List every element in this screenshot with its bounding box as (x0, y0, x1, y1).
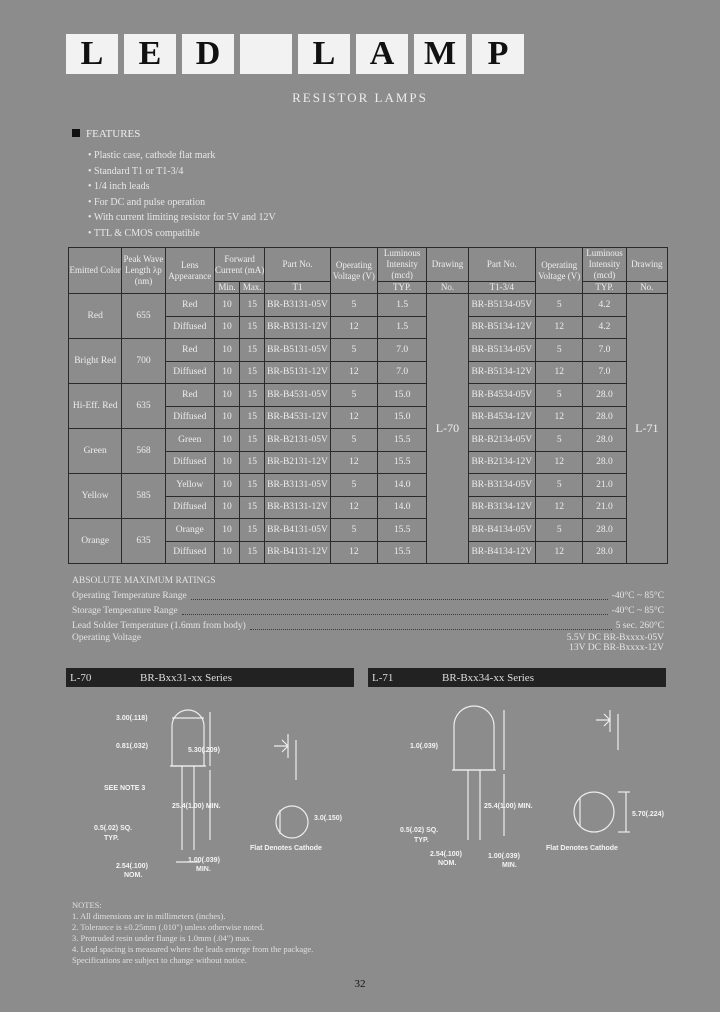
title-letter: A (356, 34, 408, 74)
note-item: 1. All dimensions are in millimeters (inches). (72, 911, 226, 921)
cell-lens: Red (165, 339, 214, 362)
col-typ-1: TYP. (378, 282, 427, 294)
cell-min: 10 (214, 541, 239, 564)
abs-max-label: Storage Temperature Range (72, 605, 178, 616)
col-intensity-1: Luminous Intensity (mcd) (378, 248, 427, 282)
title-letter: P (472, 34, 524, 74)
cell-min: 10 (214, 384, 239, 407)
feature-text: 1/4 inch leads (94, 181, 150, 192)
cell-part-t1: BR-B3131-12V (265, 496, 330, 519)
drawing-t134-lamp (368, 690, 668, 890)
drawing-series-l71: BR-Bxx34-xx Series (442, 671, 534, 684)
abs-max-row (72, 618, 664, 633)
feature-text: With current limiting resistor for 5V and 12V (93, 212, 276, 223)
col-forward-current: Forward Current (mA) (214, 248, 264, 282)
leader-dots (191, 591, 608, 600)
cell-wave: 585 (122, 474, 165, 519)
cell-intensity-t1: 14.0 (378, 496, 427, 519)
col-part-no-t1: Part No. (265, 248, 330, 282)
cell-color: Orange (69, 519, 122, 564)
cathode-flat-view-t1 (276, 806, 308, 838)
col-min: Min. (214, 282, 239, 294)
cell-voltage-t1: 5 (330, 474, 377, 497)
feature-item: • Standard T1 or T1-3/4 (88, 165, 184, 177)
cell-lens: Diffused (165, 451, 214, 474)
cell-min: 10 (214, 474, 239, 497)
abs-max-label: Lead Solder Temperature (1.6mm from body) (72, 620, 246, 631)
cell-max: 15 (240, 361, 265, 384)
leader-dots (250, 621, 612, 630)
table-row (69, 294, 668, 317)
table-row (69, 339, 668, 362)
cell-max: 15 (240, 451, 265, 474)
dim-label: 25.4(1.00) MIN. (484, 803, 533, 810)
col-drawing-1: Drawing (427, 248, 468, 282)
cell-part-t1: BR-B5131-05V (265, 339, 330, 362)
features-heading: FEATURES (72, 128, 140, 140)
cell-intensity-t1: 1.5 (378, 294, 427, 317)
op-voltage-values: 5.5V DC BR-Bxxxx-05V 13V DC BR-Bxxxx-12V (566, 633, 664, 653)
cell-min: 10 (214, 294, 239, 317)
note-item: 4. Lead spacing is measured where the leads emerge from the package. (72, 944, 314, 954)
drawing-bar-l70 (66, 668, 354, 687)
feature-text: Plastic case, cathode flat mark (94, 150, 216, 161)
col-t1: T1 (265, 282, 330, 294)
feature-item: • With current limiting resistor for 5V and 12V (88, 212, 276, 223)
dim-label: 1.00(.039) (188, 857, 220, 864)
cell-min: 10 (214, 451, 239, 474)
dim-label: MIN. (502, 862, 517, 869)
cell-max: 15 (240, 294, 265, 317)
cell-part-t1: BR-B2131-12V (265, 451, 330, 474)
col-intensity-2: Luminous Intensity (mcd) (583, 248, 626, 282)
cell-part-t1: BR-B2131-05V (265, 429, 330, 452)
cell-part-t134: BR-B3134-12V (468, 496, 535, 519)
dim-label: SEE NOTE 3 (104, 785, 146, 792)
cell-min: 10 (214, 519, 239, 542)
dim-label: TYP. (104, 835, 119, 842)
bullet-square-icon (72, 129, 80, 137)
abs-max-row (72, 588, 664, 603)
cell-color: Yellow (69, 474, 122, 519)
cell-intensity-t134: 28.0 (583, 384, 626, 407)
table-row (69, 429, 668, 452)
dim-label: 3.0(.150) (314, 815, 343, 822)
col-op-voltage-1: Operating Voltage (V) (330, 248, 377, 294)
cell-voltage-t134: 5 (536, 429, 583, 452)
cell-voltage-t1: 5 (330, 339, 377, 362)
title-letter: M (414, 34, 466, 74)
cell-drawing-t134: L-71 (626, 294, 667, 564)
cell-voltage-t1: 12 (330, 496, 377, 519)
dim-label: Flat Denotes Cathode (250, 845, 322, 852)
cell-voltage-t1: 12 (330, 316, 377, 339)
abs-max-rows (72, 588, 664, 633)
col-op-voltage-2: Operating Voltage (V) (536, 248, 583, 294)
dim-label: 25.4(1.00) MIN. (172, 803, 221, 810)
col-emitted-color: Emitted Color (69, 248, 122, 294)
dim-label: 2.54(.100) (430, 851, 462, 858)
note-item: Specifications are subject to change without notice. (72, 955, 247, 965)
cell-intensity-t134: 4.2 (583, 294, 626, 317)
title-letter: L (298, 34, 350, 74)
drawing-bar-l71 (368, 668, 666, 687)
cell-min: 10 (214, 429, 239, 452)
feature-text: TTL & CMOS compatible (93, 227, 200, 239)
drawing-code-l70: L-70 (70, 671, 92, 684)
cell-color: Hi-Eff. Red (69, 384, 122, 429)
feature-item: • 1/4 inch leads (88, 181, 150, 192)
cell-part-t134: BR-B2134-12V (468, 451, 535, 474)
dim-label: 0.5(.02) SQ. (400, 827, 439, 834)
dim-label: 5.30(.209) (188, 747, 220, 754)
cell-voltage-t1: 12 (330, 361, 377, 384)
table-row (69, 519, 668, 542)
drawing-t1-lamp (64, 690, 352, 890)
cell-intensity-t134: 28.0 (583, 406, 626, 429)
abs-max-value: -40°C ~ 85°C (611, 590, 664, 601)
cell-voltage-t1: 12 (330, 541, 377, 564)
notes (72, 900, 313, 966)
cell-voltage-t134: 12 (536, 541, 583, 564)
cell-part-t1: BR-B4531-05V (265, 384, 330, 407)
table-row (69, 474, 668, 497)
feature-item: • For DC and pulse operation (88, 196, 206, 208)
col-max: Max. (240, 282, 265, 294)
cell-part-t1: BR-B4531-12V (265, 406, 330, 429)
col-drawing-2: Drawing (626, 248, 667, 282)
cell-intensity-t1: 15.5 (378, 541, 427, 564)
cell-color: Green (69, 429, 122, 474)
cell-voltage-t134: 5 (536, 474, 583, 497)
dim-label: 1.0(.039) (410, 743, 439, 750)
cell-intensity-t134: 21.0 (583, 496, 626, 519)
cell-intensity-t1: 1.5 (378, 316, 427, 339)
leader-dots (182, 606, 608, 615)
cell-lens: Red (165, 384, 214, 407)
cell-intensity-t1: 7.0 (378, 339, 427, 362)
cell-part-t134: BR-B5134-12V (468, 361, 535, 384)
cell-lens: Diffused (165, 316, 214, 339)
cell-voltage-t1: 12 (330, 451, 377, 474)
col-lens: Lens Appearance (165, 248, 214, 294)
cell-part-t1: BR-B4131-12V (265, 541, 330, 564)
note-item: 2. Tolerance is ±0.25mm (.010") unless otherwise noted. (72, 922, 265, 932)
cell-intensity-t134: 28.0 (583, 429, 626, 452)
cell-part-t1: BR-B3131-12V (265, 316, 330, 339)
abs-max-row (72, 603, 664, 618)
cell-wave: 568 (122, 429, 165, 474)
cell-part-t134: BR-B4534-12V (468, 406, 535, 429)
cell-max: 15 (240, 474, 265, 497)
cell-part-t134: BR-B4534-05V (468, 384, 535, 407)
cell-intensity-t134: 21.0 (583, 474, 626, 497)
cell-min: 10 (214, 496, 239, 519)
cell-max: 15 (240, 406, 265, 429)
spec-table (68, 247, 668, 564)
cell-voltage-t134: 5 (536, 294, 583, 317)
cell-color: Bright Red (69, 339, 122, 384)
col-t134: T1-3/4 (468, 282, 535, 294)
note-item: 3. Protruded resin under flange is 1.0mm (.04") max. (72, 933, 253, 943)
cell-wave: 655 (122, 294, 165, 339)
cell-min: 10 (214, 406, 239, 429)
cell-min: 10 (214, 361, 239, 384)
cell-max: 15 (240, 339, 265, 362)
cell-voltage-t1: 5 (330, 519, 377, 542)
cell-intensity-t1: 15.0 (378, 406, 427, 429)
cell-wave: 700 (122, 339, 165, 384)
dim-label: Flat Denotes Cathode (546, 845, 618, 852)
dim-label: TYP. (414, 837, 429, 844)
dim-label: 0.5(.02) SQ. (94, 825, 133, 832)
col-part-no-t134: Part No. (468, 248, 535, 282)
feature-text: Standard T1 or T1-3/4 (94, 165, 184, 177)
abs-max-title: ABSOLUTE MAXIMUM RATINGS (72, 576, 216, 586)
spec-table-body (69, 294, 668, 564)
cell-intensity-t1: 15.5 (378, 451, 427, 474)
cell-min: 10 (214, 339, 239, 362)
cell-voltage-t134: 12 (536, 316, 583, 339)
col-typ-2: TYP. (583, 282, 626, 294)
cell-drawing-t1: L-70 (427, 294, 468, 564)
dim-label: MIN. (196, 866, 211, 873)
cell-lens: Diffused (165, 361, 214, 384)
dim-label: 2.54(.100) (116, 863, 148, 870)
cell-max: 15 (240, 496, 265, 519)
dim-label: 3.00(.118) (116, 715, 148, 722)
title-letter: E (124, 34, 176, 74)
dim-label: 5.70(.224) (632, 811, 664, 818)
cell-voltage-t1: 5 (330, 294, 377, 317)
cell-voltage-t134: 12 (536, 496, 583, 519)
col-peak-wave: Peak Wave Length λp (nm) (122, 248, 165, 294)
cell-part-t1: BR-B3131-05V (265, 294, 330, 317)
cell-lens: Diffused (165, 406, 214, 429)
col-no-2: No. (626, 282, 667, 294)
cell-voltage-t134: 5 (536, 384, 583, 407)
cell-max: 15 (240, 316, 265, 339)
cell-lens: Yellow (165, 474, 214, 497)
feature-item: • TTL & CMOS compatible (88, 227, 200, 239)
cell-voltage-t134: 12 (536, 406, 583, 429)
cell-intensity-t1: 14.0 (378, 474, 427, 497)
cell-wave: 635 (122, 384, 165, 429)
cell-part-t134: BR-B2134-05V (468, 429, 535, 452)
notes-list (72, 911, 313, 966)
cell-voltage-t134: 5 (536, 339, 583, 362)
cell-lens: Orange (165, 519, 214, 542)
cell-voltage-t134: 12 (536, 361, 583, 384)
title-letter (240, 34, 292, 74)
page-number: 32 (354, 978, 366, 990)
cell-voltage-t134: 12 (536, 451, 583, 474)
cell-part-t134: BR-B5134-12V (468, 316, 535, 339)
abs-max-value: 5 sec. 260°C (615, 620, 664, 631)
cell-part-t1: BR-B3131-05V (265, 474, 330, 497)
dim-label: 1.00(.039) (488, 853, 520, 860)
cell-voltage-t1: 5 (330, 384, 377, 407)
cell-part-t134: BR-B5134-05V (468, 339, 535, 362)
cell-part-t134: BR-B3134-05V (468, 474, 535, 497)
cell-intensity-t134: 7.0 (583, 339, 626, 362)
cell-part-t1: BR-B5131-12V (265, 361, 330, 384)
cell-intensity-t1: 15.0 (378, 384, 427, 407)
cell-max: 15 (240, 429, 265, 452)
cell-intensity-t134: 28.0 (583, 541, 626, 564)
cell-part-t1: BR-B4131-05V (265, 519, 330, 542)
cell-intensity-t1: 15.5 (378, 519, 427, 542)
features-list (88, 148, 276, 241)
title-banner (66, 33, 662, 75)
cell-intensity-t134: 4.2 (583, 316, 626, 339)
cell-voltage-t1: 5 (330, 429, 377, 452)
cell-color: Red (69, 294, 122, 339)
cell-max: 15 (240, 519, 265, 542)
table-row (69, 384, 668, 407)
lamp-body-t134 (454, 706, 494, 770)
cell-max: 15 (240, 541, 265, 564)
cell-min: 10 (214, 316, 239, 339)
drawing-series-l70: BR-Bxx31-xx Series (140, 671, 232, 684)
abs-max-label: Operating Temperature Range (72, 590, 187, 601)
cell-part-t134: BR-B5134-05V (468, 294, 535, 317)
cell-intensity-t1: 15.5 (378, 429, 427, 452)
dim-label: NOM. (438, 860, 457, 867)
cell-intensity-t134: 28.0 (583, 451, 626, 474)
cell-voltage-t1: 12 (330, 406, 377, 429)
notes-heading: NOTES: (72, 900, 102, 910)
drawing-code-l71: L-71 (372, 671, 394, 684)
op-voltage-row (72, 633, 664, 655)
cell-intensity-t1: 7.0 (378, 361, 427, 384)
cell-intensity-t134: 7.0 (583, 361, 626, 384)
abs-max-value: -40°C ~ 85°C (611, 605, 664, 616)
cell-lens: Diffused (165, 496, 214, 519)
subtitle: RESISTOR LAMPS (292, 90, 428, 105)
cell-voltage-t134: 5 (536, 519, 583, 542)
cell-part-t134: BR-B4134-05V (468, 519, 535, 542)
feature-item: • Plastic case, cathode flat mark (88, 150, 216, 161)
feature-text: For DC and pulse operation (94, 196, 206, 208)
cell-lens: Diffused (165, 541, 214, 564)
op-voltage-label: Operating Voltage (72, 633, 142, 643)
title-letter: L (66, 34, 118, 74)
cell-wave: 635 (122, 519, 165, 564)
col-no-1: No. (427, 282, 468, 294)
cell-max: 15 (240, 384, 265, 407)
cell-part-t134: BR-B4134-12V (468, 541, 535, 564)
dim-label: 0.81(.032) (116, 743, 148, 750)
cell-intensity-t134: 28.0 (583, 519, 626, 542)
cell-lens: Green (165, 429, 214, 452)
cell-lens: Red (165, 294, 214, 317)
absolute-maximum-ratings (72, 576, 664, 655)
title-letter: D (182, 34, 234, 74)
dim-label: NOM. (124, 872, 143, 879)
